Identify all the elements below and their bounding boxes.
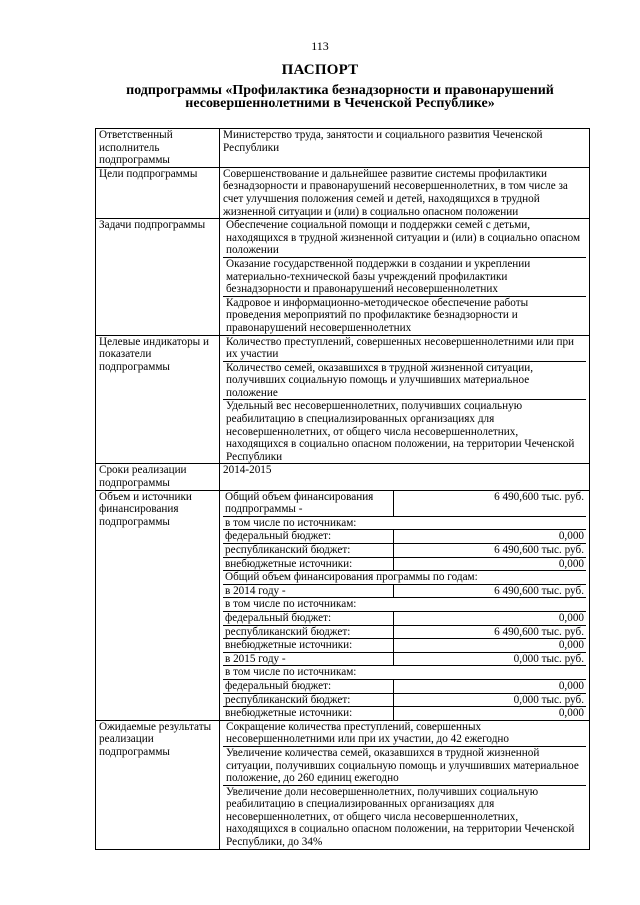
fin-total-label: Общий объем финансирования подпрограммы -	[223, 491, 394, 517]
task-item: Оказание государственной поддержки в создании и укреплении материально-технической базы учреждений профилактики безнадзорности и правонарушений несовершеннолетних	[223, 258, 586, 297]
fin-2014-republic-value: 6 490,600 тыс. руб.	[394, 625, 587, 639]
goals-label: Цели подпрограммы	[96, 167, 220, 218]
fin-2015-federal-value: 0,000	[394, 679, 587, 693]
subtitle-line-1: подпрограммы «Профилактика безнадзорности и правонарушений	[126, 83, 554, 98]
fin-2014-by-source: в том числе по источникам:	[223, 598, 586, 612]
indicators-label: Целевые индикаторы и показатели подпрограммы	[96, 335, 220, 464]
result-item: Сокращение количества преступлений, совершенных несовершеннолетними или при их участии, до 42 ежегодно	[223, 721, 586, 747]
fin-row	[223, 530, 586, 544]
fin-2014-republic-label: республиканский бюджет:	[223, 625, 394, 639]
fin-row	[223, 584, 586, 598]
fin-extra-label: внебюджетные источники:	[223, 557, 394, 571]
task-item: Обеспечение социальной помощи и поддержки семей с детьми, находящихся в трудной жизненной ситуации и (или) в социально опасном положении	[223, 219, 586, 258]
goals-value: Совершенствование и дальнейшее развитие системы профилактики безнадзорности и правонарушений несовершеннолетних, в том числе за счет улучшения положения семей и детей, находящихся в трудной жизненной ситуации и (или) в социально опасном положении	[220, 167, 590, 218]
fin-2015-republic-label: республиканский бюджет:	[223, 693, 394, 707]
financing-cell	[220, 490, 590, 720]
fin-2014-extra-label: внебюджетные источники:	[223, 639, 394, 653]
result-item: Увеличение количества семей, оказавшихся в трудной жизненной ситуации, получивших социальную помощь и улучшивших материальное положение, до 260 единиц ежегодно	[223, 747, 586, 786]
fin-2014-value: 6 490,600 тыс. руб.	[394, 584, 587, 598]
document-title: ПАСПОРТ	[281, 62, 359, 78]
fin-row	[223, 625, 586, 639]
fin-total-value: 6 490,600 тыс. руб.	[394, 491, 587, 517]
fin-by-years: Общий объем финансирования программы по годам:	[223, 571, 586, 585]
subtitle-line-2: несовершеннолетними в Чеченской Республике»	[185, 96, 495, 111]
terms-label: Сроки реализации подпрограммы	[96, 464, 220, 490]
fin-2015-by-source: в том числе по источникам:	[223, 666, 586, 680]
fin-2015-label: в 2015 году -	[223, 652, 394, 666]
document-subtitle	[90, 84, 590, 110]
fin-2014-extra-value: 0,000	[394, 639, 587, 653]
indicator-item: Удельный вес несовершеннолетних, получивших социальную реабилитацию в специализированных организациях для несовершеннолетних, от общего числа несовершеннолетних, находящихся в социально опасном положении, на территории Чеченской Республики	[226, 400, 575, 463]
fin-2014-label: в 2014 году -	[223, 584, 394, 598]
row-results	[96, 720, 590, 849]
row-goals	[96, 167, 590, 218]
fin-row	[223, 571, 586, 585]
fin-row	[223, 639, 586, 653]
fin-republic-label: республиканский бюджет:	[223, 544, 394, 558]
fin-by-source: в том числе по источникам:	[223, 516, 586, 530]
fin-row	[223, 666, 586, 680]
row-indicators	[96, 335, 590, 464]
fin-federal-label: федеральный бюджет:	[223, 530, 394, 544]
executor-label: Ответственный исполнитель подпрограммы	[96, 129, 220, 168]
financing-label: Объем и источники финансирования подпрограммы	[96, 490, 220, 720]
fin-republic-value: 6 490,600 тыс. руб.	[394, 544, 587, 558]
fin-row	[223, 652, 586, 666]
passport-table	[95, 128, 590, 850]
fin-2015-extra-value: 0,000	[394, 707, 587, 720]
row-terms	[96, 464, 590, 490]
fin-row	[223, 516, 586, 530]
fin-row	[223, 598, 586, 612]
terms-value: 2014-2015	[220, 464, 590, 490]
fin-extra-value: 0,000	[394, 557, 587, 571]
fin-federal-value: 0,000	[394, 530, 587, 544]
fin-row	[223, 707, 586, 720]
fin-2015-value: 0,000 тыс. руб.	[394, 652, 587, 666]
fin-2014-federal-label: федеральный бюджет:	[223, 611, 394, 625]
indicator-item: Количество преступлений, совершенных несовершеннолетними или при их участии	[223, 336, 586, 362]
row-financing	[96, 490, 590, 720]
fin-row	[223, 611, 586, 625]
fin-row	[223, 544, 586, 558]
fin-2015-extra-label: внебюджетные источники:	[225, 707, 353, 720]
tasks-label: Задачи подпрограммы	[96, 219, 220, 335]
row-tasks	[96, 219, 590, 335]
fin-2015-federal-label: федеральный бюджет:	[223, 679, 394, 693]
fin-2015-republic-value: 0,000 тыс. руб.	[394, 693, 587, 707]
fin-2014-federal-value: 0,000	[394, 611, 587, 625]
fin-row	[223, 491, 586, 517]
executor-value: Министерство труда, занятости и социального развития Чеченской Республики	[220, 129, 590, 168]
fin-row	[223, 693, 586, 707]
result-item: Увеличение доли несовершеннолетних, получивших социальную реабилитацию в специализированных организациях для несовершеннолетних, от общего числа несовершеннолетних, находящихся в социально опасном положении, на территории Чеченской Республики, до 34%	[226, 785, 575, 849]
row-executor	[96, 129, 590, 168]
results-label: Ожидаемые результаты реализации подпрограммы	[96, 720, 220, 849]
page-number: 113	[311, 39, 329, 53]
results-cell	[220, 720, 590, 849]
financing-table	[223, 491, 586, 720]
indicator-item: Количество семей, оказавшихся в трудной жизненной ситуации, получивших социальную помощь и улучшивших материальное положение	[223, 362, 586, 401]
indicators-cell	[220, 335, 590, 464]
fin-row	[223, 557, 586, 571]
fin-row	[223, 679, 586, 693]
tasks-cell	[220, 219, 590, 335]
task-item: Кадровое и информационно-методическое обеспечение работы проведения мероприятий по профилактике безнадзорности и правонарушений несовершеннолетних	[226, 296, 529, 334]
